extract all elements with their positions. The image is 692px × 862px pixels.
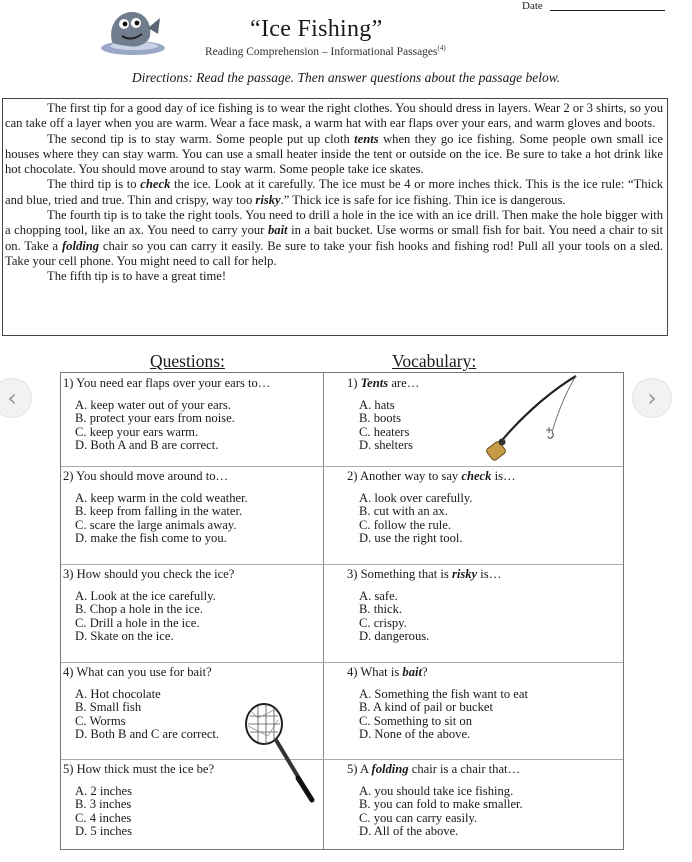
answer-option[interactable]: B. Small fish (75, 700, 142, 715)
text: 5) A (347, 762, 372, 776)
answer-option[interactable]: B. cut with an ax. (359, 504, 448, 519)
text: are… (388, 376, 420, 390)
vocab-word-tents: tents (354, 131, 379, 146)
answer-option[interactable]: C. crispy. (359, 615, 407, 630)
row-divider (61, 759, 623, 760)
vocab-word: bait (402, 665, 422, 679)
vocab-word-risky: risky (255, 192, 281, 207)
page-subtitle (205, 44, 446, 58)
passage-text: the ice. Look at it carefully. The ice must be 4 or more inches thick. This is the ice rule: “Thick and blue, tried and true. Thin and crispy, way too (5, 177, 663, 207)
passage-paragraph-4 (5, 208, 663, 269)
chevron-right-icon: › (647, 384, 657, 412)
vocab-word: folding (371, 762, 409, 776)
answer-option[interactable]: A. safe. (359, 588, 398, 603)
answer-option[interactable]: C. 4 inches (75, 810, 132, 825)
date-line (550, 10, 665, 11)
answer-option[interactable]: B. boots (359, 411, 401, 426)
answer-option[interactable]: C. Drill a hole in the ice. (75, 615, 200, 630)
vocab-word: Tents (360, 376, 389, 390)
vocab-question-5 (347, 763, 523, 839)
question-text: 2) You should move around to… (63, 469, 229, 483)
answer-option[interactable]: A. keep water out of your ears. (75, 397, 231, 412)
vocab-question-text (347, 666, 528, 680)
answer-option[interactable]: D. use the right tool. (359, 531, 463, 546)
answer-option[interactable]: C. you can carry easily. (359, 810, 478, 825)
answer-option[interactable]: D. Both A and B are correct. (75, 438, 219, 453)
answer-option[interactable]: A. keep warm in the cold weather. (75, 490, 248, 505)
fishing-rod-icon (486, 372, 582, 462)
vocab-question-text (347, 568, 501, 582)
text: 1) (347, 376, 361, 390)
answer-option[interactable]: A. Look at the ice carefully. (75, 588, 216, 603)
subtitle-text: Reading Comprehension – Informational Passages (205, 45, 438, 58)
answer-option[interactable]: A. hats (359, 397, 395, 412)
answer-option[interactable]: B. you can fold to make smaller. (359, 797, 523, 812)
passage-text: chair so you can carry it easily. Be sure to take your fish hooks and fishing rod! Pull all your tools on a sled. Take your cell phone. You might need to call for help. (5, 238, 663, 268)
answer-option[interactable]: B. thick. (359, 602, 403, 617)
passage-paragraph-3 (5, 177, 663, 208)
vocab-question-text (347, 377, 419, 391)
vocab-question-text (347, 470, 516, 484)
passage-text: .” Thick ice is safe for ice fishing. Thin ice is dangerous. (280, 192, 566, 207)
question-text: 4) What can you use for bait? (63, 665, 212, 679)
row-divider (61, 564, 623, 565)
vocab-question-4 (347, 666, 528, 742)
answer-option[interactable]: A. 2 inches (75, 783, 133, 798)
passage-text: The third tip is to (47, 177, 141, 192)
question-2 (63, 470, 248, 546)
answer-option[interactable]: C. scare the large animals away. (75, 517, 237, 532)
fishing-net-icon (238, 700, 318, 805)
answer-option[interactable]: D. dangerous. (359, 629, 430, 644)
passage-text: The second tip is to stay warm. Some people put up cloth (47, 131, 355, 146)
passage-paragraph-2 (5, 132, 663, 178)
previous-page-button[interactable] (0, 378, 32, 418)
answer-option[interactable]: D. Skate on the ice. (75, 629, 174, 644)
answer-option[interactable]: B. protect your ears from noise. (75, 411, 235, 426)
answer-option[interactable]: B. A kind of pail or bucket (359, 700, 493, 715)
next-page-button[interactable] (632, 378, 672, 418)
question-3 (63, 568, 234, 644)
answer-option[interactable]: A. you should take ice fishing. (359, 783, 514, 798)
subtitle-number: (4) (437, 44, 446, 52)
text: ? (421, 665, 428, 679)
chevron-left-icon: ‹ (7, 384, 17, 412)
reading-passage (2, 98, 668, 336)
row-divider (61, 662, 623, 663)
vocab-word-check: check (140, 177, 171, 192)
text: chair is a chair that… (408, 762, 521, 776)
passage-text: in a bait bucket. Use worms or small fish for bait. You need a chair to sit on. Take a (5, 223, 663, 253)
vocab-word: risky (451, 567, 478, 581)
answer-option[interactable]: B. 3 inches (75, 797, 132, 812)
vocab-word-folding: folding (61, 238, 100, 253)
question-1 (63, 377, 270, 453)
date-label: Date (522, 0, 543, 12)
answer-option[interactable]: A. Something the fish want to eat (359, 686, 528, 701)
answer-option[interactable]: C. Worms (75, 713, 126, 728)
passage-paragraph-1: The first tip for a good day of ice fishing is to wear the right clothes. You should dress in layers. Wear 2 or 3 shirts, so you can take off a layer when you are warm. Wear a face mask, a warm hat with ear flaps over your ears, and warm gloves and boots. (5, 101, 663, 131)
vocab-question-3 (347, 568, 501, 644)
vocab-question-1 (347, 377, 419, 453)
answer-option[interactable]: B. Chop a hole in the ice. (75, 602, 204, 617)
text: is… (477, 567, 502, 581)
text: is… (491, 469, 516, 483)
column-divider (323, 373, 324, 849)
answer-option[interactable]: C. Something to sit on (359, 713, 473, 728)
vocab-question-text (347, 763, 523, 777)
answer-option[interactable]: C. keep your ears warm. (75, 424, 199, 439)
answer-option[interactable]: B. keep from falling in the water. (75, 504, 243, 519)
answer-option[interactable]: D. make the fish come to you. (75, 531, 227, 546)
page-title: “Ice Fishing” (250, 16, 383, 42)
vocab-word: check (461, 469, 492, 483)
question-text: 3) How should you check the ice? (63, 567, 235, 581)
questions-heading: Questions: (150, 351, 225, 371)
fish-mascot-icon (98, 6, 168, 56)
text: 2) Another way to say (347, 469, 462, 483)
passage-text: The fourth tip is to take the right tools. You need to drill a hole in the ice with an ice drill. Then make the hole bigger with a chopping tool, like an ax. You need to carry your (5, 208, 663, 238)
vocabulary-heading: Vocabulary: (392, 351, 477, 371)
answer-option[interactable]: A. Hot chocolate (75, 686, 161, 701)
passage-paragraph-5: The fifth tip is to have a great time! (47, 269, 227, 284)
answer-option[interactable]: C. follow the rule. (359, 517, 451, 532)
question-text: 1) You need ear flaps over your ears to… (63, 376, 271, 390)
question-text: 5) How thick must the ice be? (63, 762, 215, 776)
text: 3) Something that is (347, 567, 452, 581)
answer-option[interactable]: D. All of the above. (359, 824, 459, 839)
question-4 (63, 666, 219, 742)
answer-option[interactable]: D. shelters (359, 438, 413, 453)
vocab-word-bait: bait (267, 223, 288, 238)
answer-option[interactable]: C. heaters (359, 424, 410, 439)
answer-option[interactable]: D. None of the above. (359, 727, 471, 742)
answer-option[interactable]: A. look over carefully. (359, 490, 473, 505)
answer-option[interactable]: D. Both B and C are correct. (75, 727, 220, 742)
text: 4) What is (347, 665, 403, 679)
vocab-question-2 (347, 470, 516, 546)
answer-option[interactable]: D. 5 inches (75, 824, 133, 839)
question-5 (63, 763, 214, 839)
row-divider (61, 466, 623, 467)
passage-text: when they go ice fishing. Some people own small ice houses where they can stay warm. You can use a small heater inside the tent or outside on the ice. Be sure to take a hot drink like hot chocolate. You should move around to stay warm. Some people take ice skates. (5, 131, 663, 177)
directions: Directions: Read the passage. Then answer questions about the passage below. (131, 70, 561, 85)
